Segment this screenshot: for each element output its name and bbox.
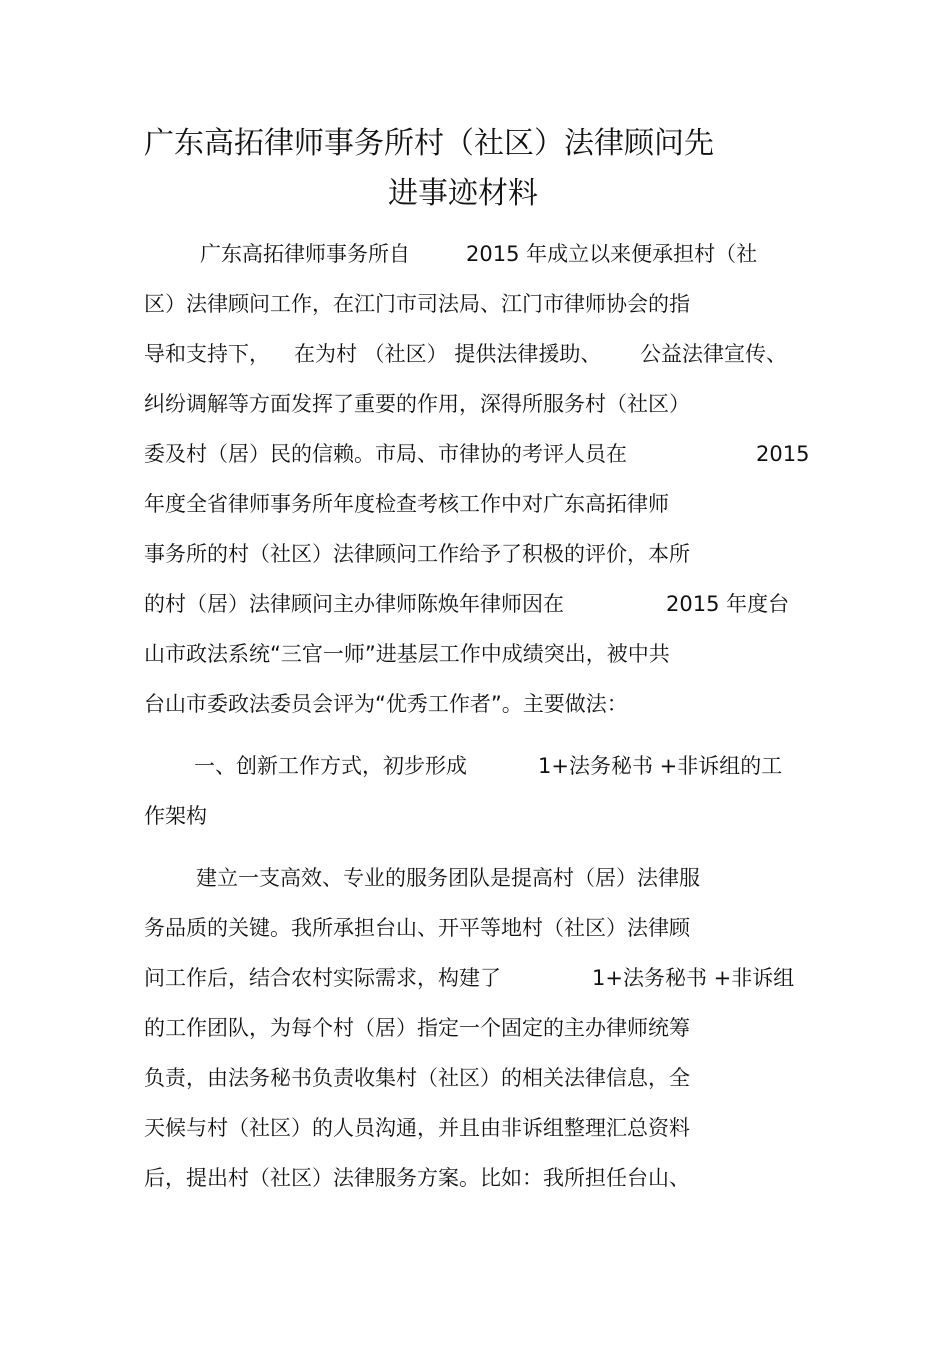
text-segment: 务品质的关键。我所承担台山、开平等地村（社区）法律顾 [144, 916, 690, 940]
text-segment: 在为村 （社区） 提供法律援助、 [294, 342, 602, 366]
text-segment: 台山市委政法委员会评为“优秀工作者”。主要做法： [144, 692, 628, 716]
text-segment: 公益法律宣传、 [640, 342, 787, 366]
text-segment: 年度全省律师事务所年度检查考核工作中对广东高拓律师 [144, 492, 669, 516]
text-segment: 一、创新工作方式，初步形成 [194, 754, 467, 778]
text-segment: 2015 [756, 442, 810, 466]
text-segment: 广东高拓律师事务所自 [200, 242, 410, 266]
text-segment: 纠纷调解等方面发挥了重要的作用，深得所服务村（社区） [144, 392, 690, 416]
text-segment: 天候与村（社区）的人员沟通，并且由非诉组整理汇总资料 [144, 1116, 690, 1140]
text-segment: 1+法务秘书 +非诉组的工 [538, 754, 783, 778]
text-segment: 导和支持下， [144, 342, 270, 366]
text-segment: 负责，由法务秘书负责收集村（社区）的相关法律信息，全 [144, 1066, 690, 1090]
text-segment: 委及村（居）民的信赖。市局、市律协的考评人员在 [144, 442, 627, 466]
text-segment: 山市政法系统“三官一师”进基层工作中成绩突出，被中共 [144, 642, 670, 666]
text-segment: 区）法律顾问工作，在江门市司法局、江门市律师协会的指 [144, 292, 690, 316]
document-title-line-2: 进事迹材料 [388, 176, 538, 211]
text-segment: 的工作团队，为每个村（居）指定一个固定的主办律师统筹 [144, 1016, 690, 1040]
text-segment: 事务所的村（社区）法律顾问工作给予了积极的评价，本所 [144, 542, 690, 566]
document-title-line-1: 广东高拓律师事务所村（社区）法律顾问先 [144, 126, 714, 161]
text-segment: 1+法务秘书 +非诉组 [592, 966, 795, 990]
text-segment: 问工作后，结合农村实际需求，构建了 [144, 966, 501, 990]
text-segment: 2015 年成立以来便承担村（社 [466, 242, 758, 266]
text-segment: 的村（居）法律顾问主办律师陈焕年律师因在 [144, 592, 564, 616]
text-segment: 建立一支高效、专业的服务团队是提高村（居）法律服 [196, 866, 700, 890]
text-segment: 2015 年度台 [666, 592, 790, 616]
text-segment: 后，提出村（社区）法律服务方案。比如：我所担任台山、 [144, 1166, 690, 1190]
text-segment: 作架构 [144, 804, 207, 828]
